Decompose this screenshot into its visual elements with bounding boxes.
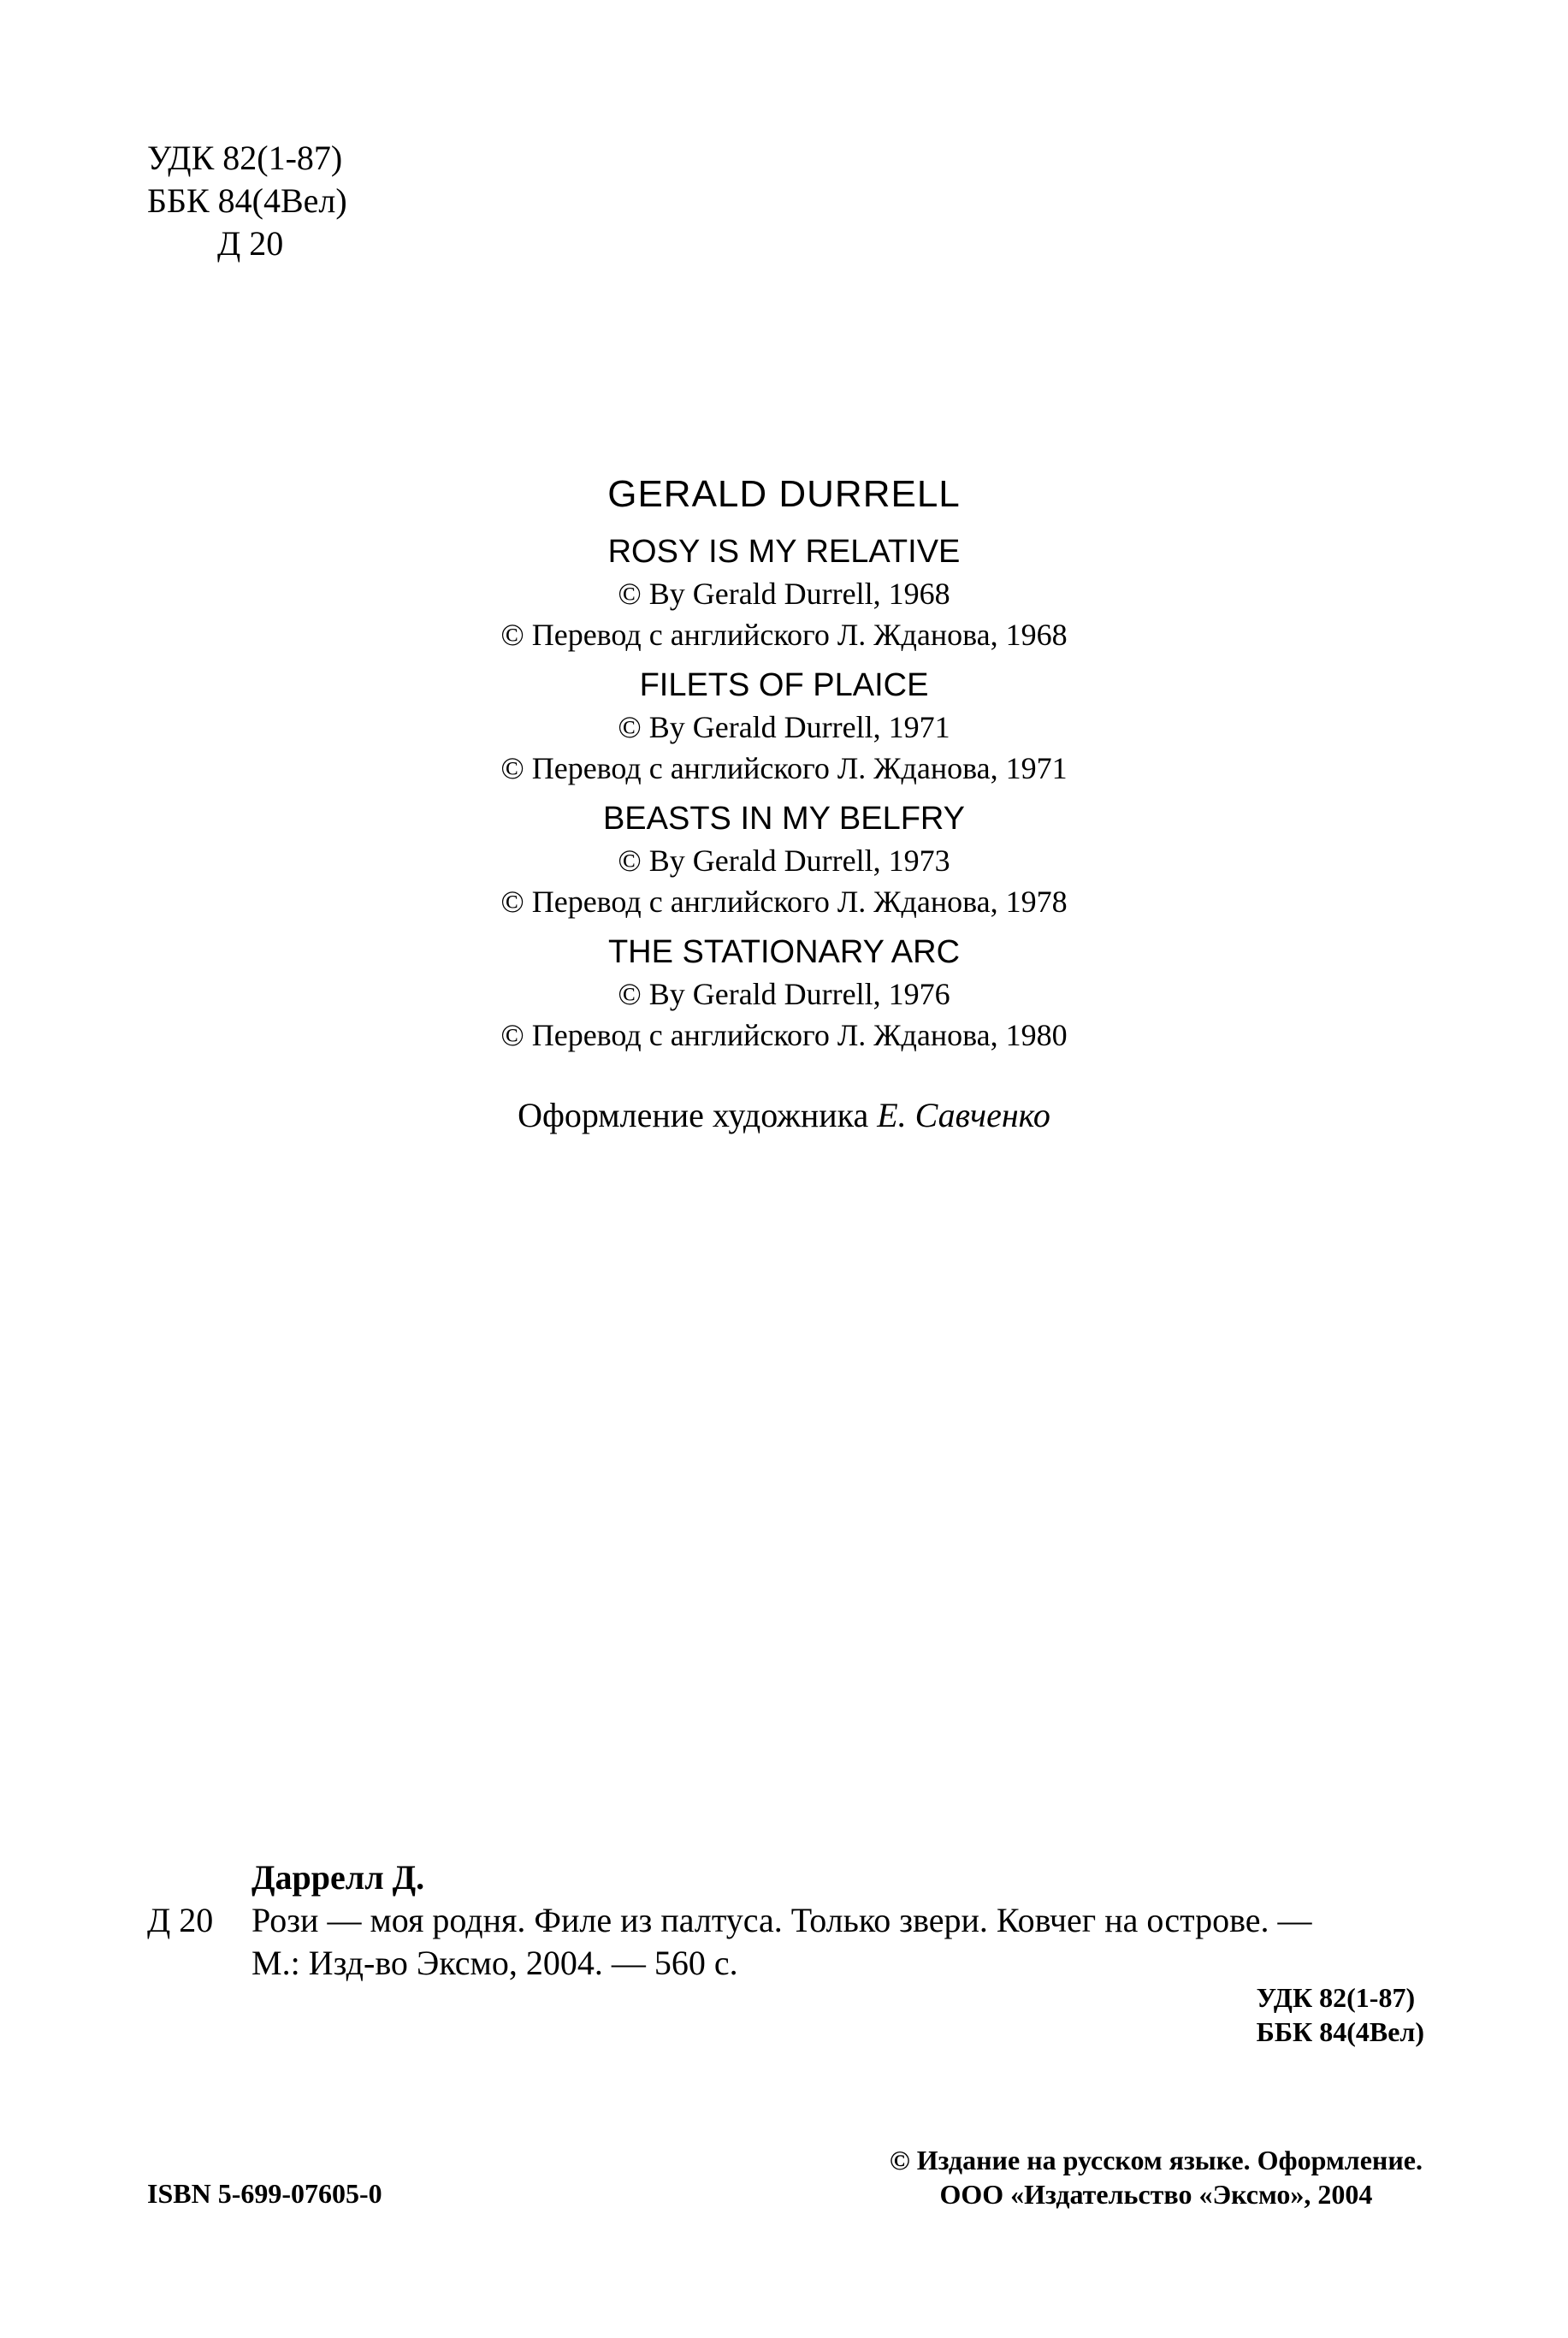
- original-copyright: © By Gerald Durrell, 1973: [618, 843, 950, 878]
- translation-copyright: © Перевод с английского Л. Жданова, 1971: [500, 751, 1068, 785]
- author-mark: Д 20: [217, 224, 284, 263]
- work-title: ROSY IS MY RELATIVE: [607, 534, 961, 570]
- translation-copyright: © Перевод с английского Л. Жданова, 1968: [500, 618, 1068, 652]
- work-title: THE STATIONARY ARC: [607, 934, 961, 970]
- original-copyright: © By Gerald Durrell, 1976: [618, 977, 950, 1011]
- publisher-copyright: [890, 2143, 1423, 2211]
- original-copyright: © By Gerald Durrell, 1971: [618, 710, 950, 744]
- work-title: FILETS OF PLAICE: [639, 667, 929, 703]
- work-entry: [0, 931, 1568, 1056]
- copyright-block: [0, 469, 1568, 1138]
- bibliographic-description: Рози — моя родня. Филе из палтуса. Только звери. Ковчег на острове. —: [251, 1901, 1312, 1939]
- translation-copyright: © Перевод с английского Л. Жданова, 1980: [500, 1018, 1068, 1052]
- translation-copyright: © Перевод с английского Л. Жданова, 1978: [500, 885, 1068, 919]
- author-name-en: GERALD DURRELL: [607, 473, 961, 515]
- design-credit-label: Оформление художника: [518, 1096, 869, 1134]
- work-entry: [0, 530, 1568, 655]
- publisher-copyright-line: © Издание на русском языке. Оформление.: [889, 2145, 1423, 2175]
- publisher-copyright-line: ООО «Издательство «Эксмо», 2004: [939, 2179, 1373, 2210]
- work-title: BEASTS IN MY BELFRY: [602, 801, 966, 837]
- bibliographic-record: [147, 1856, 1430, 1985]
- design-credit: [0, 1093, 1568, 1138]
- original-copyright: © By Gerald Durrell, 1968: [618, 577, 950, 611]
- classification-codes: [147, 137, 347, 265]
- work-entry: [0, 664, 1568, 789]
- udk-code: УДК 82(1-87): [1256, 1982, 1416, 2013]
- isbn: ISBN 5-699-07605-0: [147, 2178, 382, 2209]
- bibliographic-codes: [1257, 1980, 1424, 2049]
- bibliographic-description-continued: М.: Изд-во Эксмо, 2004. — 560 с.: [251, 1944, 738, 1982]
- design-credit-artist: Е. Савченко: [877, 1096, 1050, 1134]
- author-name-ru: Даррелл Д.: [251, 1858, 425, 1897]
- udk-code: УДК 82(1-87): [147, 139, 343, 177]
- bbk-code: ББК 84(4Вел): [147, 181, 347, 220]
- bibliographic-row: [147, 1899, 1430, 1942]
- work-entry: [0, 797, 1568, 922]
- bbk-code: ББК 84(4Вел): [1256, 2016, 1424, 2047]
- bibliographic-code: Д 20: [147, 1901, 214, 1939]
